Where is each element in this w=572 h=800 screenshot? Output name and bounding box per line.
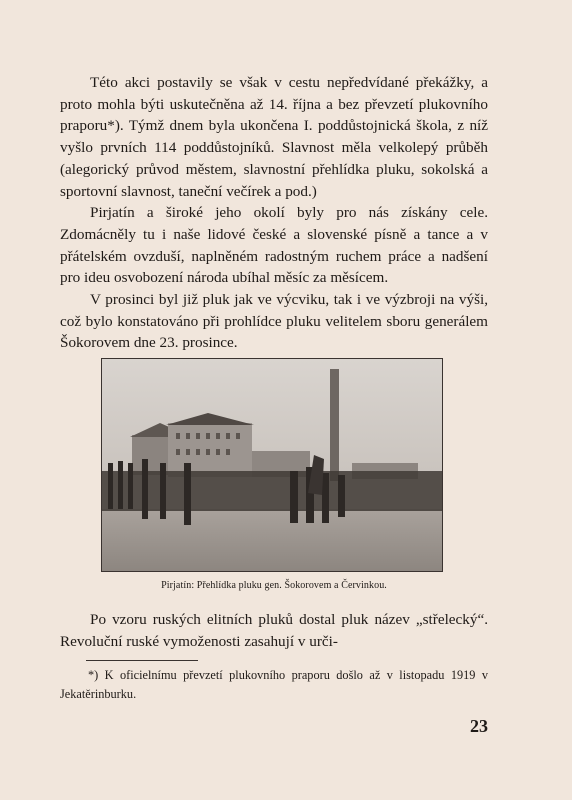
main-text xyxy=(60,72,488,354)
footnote-text: *) K oficielnímu převzetí plukovního praporu došlo až v listopadu 1919 v Jekatěrinburku. xyxy=(60,668,488,701)
footnote-divider xyxy=(86,660,198,661)
paragraph-1: Této akci postavily se však v cestu nepředvídané překážky, a proto mohla býti uskutečněna až 14. října a bez převzetí plukovního praporu*). Týmž dnem byla ukončena I. poddůstojnická škola, z níž vyšlo prvních 114 poddůstojníků. Slavnost měla velkolepý průběh (alegorický průvod městem, slavnostní přehlídka pluku, sokolská a sportovní slavnost, taneční večírek a pod.) xyxy=(60,74,488,200)
paragraph-2: Pirjatín a široké jeho okolí byly pro nás získány cele. Zdomácněly tu i naše lidové české a slovenské písně a tance a v přátelském ovzduší, naplněném radostným ruchem práce a nadšení pro ideu osvobození národa ubíhal měsíc za měsícem. xyxy=(60,204,488,287)
parade-photograph xyxy=(101,358,443,572)
photo-caption: Pirjatín: Přehlídka pluku gen. Šokorovem a Červinkou. xyxy=(161,580,387,591)
paragraph-3: V prosinci byl již pluk jak ve výcviku, tak i ve výzbroji na výši, což bylo konstatováno při prohlídce pluku velitelem sboru generálem Šokorovem dne 23. prosince. xyxy=(60,291,488,352)
footnote xyxy=(60,666,488,703)
continuation-text xyxy=(60,609,488,652)
paragraph-4: Po vzoru ruských elitních pluků dostal pluk název „střelecký“. Revoluční ruské vymoženosti zasahují v urči- xyxy=(60,611,488,650)
page-number: 23 xyxy=(470,716,488,736)
